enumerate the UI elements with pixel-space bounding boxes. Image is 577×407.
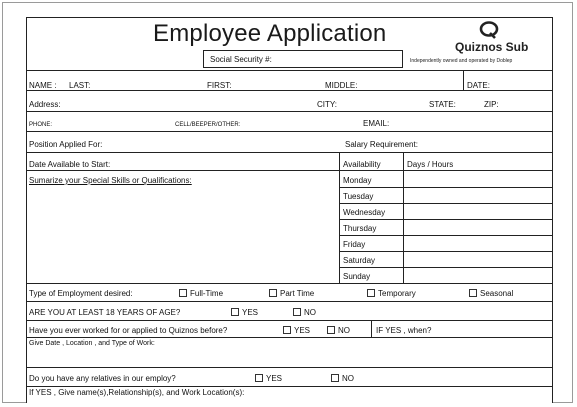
salary-field[interactable]: Salary Requirement:: [345, 140, 418, 149]
seasonal-checkbox[interactable]: Seasonal: [469, 289, 513, 298]
phone-field[interactable]: PHONE:: [29, 122, 53, 128]
ssn-field[interactable]: [203, 50, 403, 68]
logo-name: Quiznos Sub: [455, 40, 529, 54]
divider: [339, 203, 553, 204]
checkbox-icon: [327, 326, 335, 334]
worked-question: Have you ever worked for or applied to Quiznos before?: [29, 326, 228, 335]
checkbox-icon: [367, 289, 375, 297]
divider: [371, 320, 372, 337]
divider: [27, 170, 553, 171]
middle-name-field[interactable]: MIDDLE:: [325, 81, 358, 90]
logo-tagline: Independently owned and operated by Doblep: [410, 58, 513, 64]
checkbox-icon: [293, 308, 301, 316]
divider: [403, 152, 404, 283]
divider: [463, 70, 464, 90]
day-wednesday: Wednesday: [343, 208, 386, 217]
name-label: NAME :: [29, 81, 57, 90]
divider: [27, 111, 553, 112]
relatives-yes-checkbox[interactable]: YES: [255, 374, 282, 383]
checkbox-icon: [255, 374, 263, 382]
day-saturday: Saturday: [343, 256, 376, 265]
divider: [27, 131, 553, 132]
divider: [27, 367, 553, 368]
divider: [27, 337, 553, 338]
cell-field[interactable]: CELL/BEEPER/OTHER:: [175, 122, 241, 128]
relatives-no-checkbox[interactable]: NO: [331, 374, 354, 383]
divider: [339, 235, 553, 236]
worked-no-checkbox[interactable]: NO: [327, 326, 350, 335]
divider: [27, 283, 553, 284]
divider: [339, 219, 553, 220]
age-yes-checkbox[interactable]: YES: [231, 308, 258, 317]
day-friday: Friday: [343, 240, 366, 249]
employment-type-label: Type of Employment desired:: [29, 289, 133, 298]
email-field[interactable]: EMAIL:: [363, 119, 390, 128]
divider: [27, 152, 553, 153]
work-details-field[interactable]: Give Date , Location , and Type of Work:: [29, 340, 155, 347]
day-thursday: Thursday: [343, 224, 377, 233]
divider: [27, 301, 553, 302]
form-title: Employee Application: [153, 20, 387, 47]
checkbox-icon: [283, 326, 291, 334]
divider: [27, 386, 553, 387]
divider: [339, 251, 553, 252]
first-name-field[interactable]: FIRST:: [207, 81, 232, 90]
state-field[interactable]: STATE:: [429, 100, 456, 109]
position-field[interactable]: Position Applied For:: [29, 140, 103, 149]
address-field[interactable]: Address:: [29, 100, 61, 109]
availability-header: Availability: [343, 160, 381, 169]
day-monday: Monday: [343, 176, 372, 185]
worked-yes-checkbox[interactable]: YES: [283, 326, 310, 335]
age-question: ARE YOU AT LEAST 18 YEARS OF AGE?: [29, 308, 181, 317]
temporary-checkbox[interactable]: Temporary: [367, 289, 416, 298]
day-sunday: Sunday: [343, 272, 371, 281]
divider: [339, 187, 553, 188]
checkbox-icon: [231, 308, 239, 316]
zip-field[interactable]: ZIP:: [484, 100, 499, 109]
divider: [339, 152, 340, 283]
ssn-label: Social Security #:: [210, 55, 272, 64]
relatives-details-field[interactable]: If YES , Give name(s),Relationship(s), and Work Location(s):: [29, 388, 245, 397]
days-hours-header: Days / Hours: [407, 160, 454, 169]
date-available-field[interactable]: Date Available to Start:: [29, 160, 111, 169]
part-time-checkbox[interactable]: Part Time: [269, 289, 314, 298]
checkbox-icon: [269, 289, 277, 297]
checkbox-icon: [179, 289, 187, 297]
worked-when-field[interactable]: IF YES , when?: [376, 326, 432, 335]
last-name-field[interactable]: LAST:: [69, 81, 91, 90]
day-tuesday: Tuesday: [343, 192, 374, 201]
divider: [27, 70, 553, 71]
age-no-checkbox[interactable]: NO: [293, 308, 316, 317]
checkbox-icon: [331, 374, 339, 382]
city-field[interactable]: CITY:: [317, 100, 338, 109]
full-time-checkbox[interactable]: Full-Time: [179, 289, 223, 298]
application-form: [26, 17, 553, 403]
relatives-question: Do you have any relatives in our employ?: [29, 374, 176, 383]
date-field[interactable]: DATE:: [467, 81, 490, 90]
skills-field[interactable]: Sumarize your Special Skills or Qualifications:: [29, 176, 192, 185]
divider: [339, 267, 553, 268]
checkbox-icon: [469, 289, 477, 297]
divider: [27, 90, 553, 91]
divider: [27, 320, 553, 321]
